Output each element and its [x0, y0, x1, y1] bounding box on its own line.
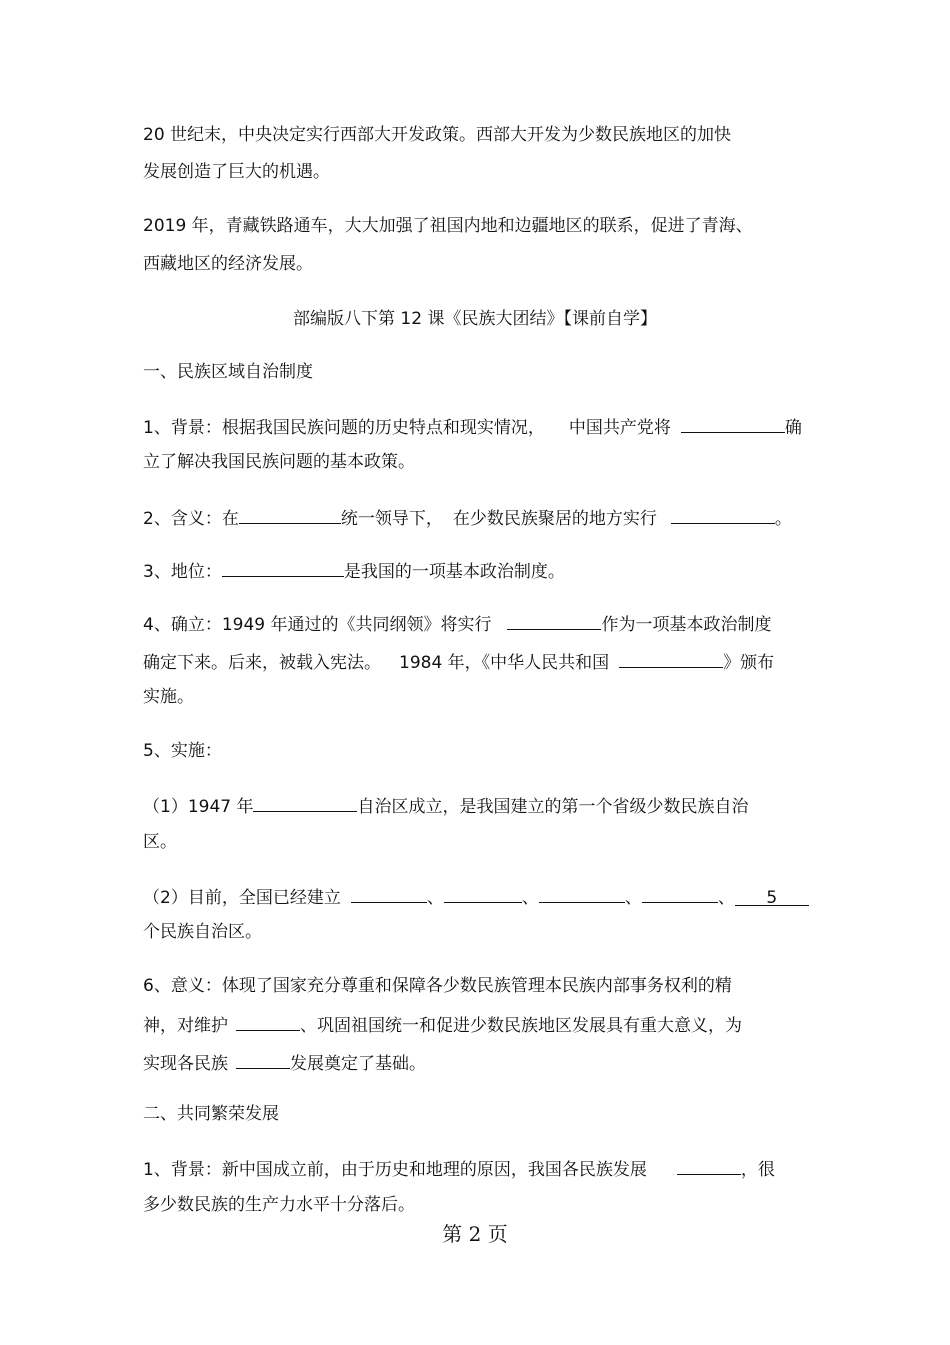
question-line — [143, 505, 792, 530]
answer-blank[interactable] — [253, 793, 357, 812]
question-text: 》颁布 — [723, 653, 775, 673]
answer-blank[interactable] — [507, 611, 601, 630]
page-number: 第 2 页 — [442, 1222, 508, 1246]
question-line — [143, 1012, 742, 1037]
answer-blank[interactable] — [239, 505, 341, 524]
question-line — [143, 558, 565, 583]
lesson-title: 部编版八下第 12 课《民族大团结》【课前自学】 — [293, 309, 657, 329]
question-line: 个民族自治区。 — [143, 922, 262, 942]
question-line — [143, 1156, 775, 1181]
question-text: 实现各民族 — [143, 1054, 228, 1074]
section-heading: 一、民族区域自治制度 — [143, 362, 313, 382]
question-line — [143, 793, 748, 818]
question-text: 。 — [774, 509, 792, 529]
question-line — [143, 414, 802, 439]
answer-blank[interactable] — [677, 1156, 741, 1175]
question-line — [143, 611, 771, 636]
answer-blank[interactable] — [671, 505, 775, 524]
question-line: 6、意义：体现了国家充分尊重和保障各少数民族管理本民族内部事务权利的精 — [143, 976, 732, 996]
paragraph-line: 2019 年，青藏铁路通车，大大加强了祖国内地和边疆地区的联系，促进了青海、 — [143, 216, 753, 236]
question-text: （2）目前，全国已经建立 — [143, 888, 341, 908]
question-text: ，很 — [740, 1160, 775, 1180]
answer-blank[interactable] — [642, 884, 718, 903]
question-line: 多少数民族的生产力水平十分落后。 — [143, 1195, 415, 1215]
question-line — [143, 1050, 426, 1075]
question-text: 、巩固祖国统一和促进少数民族地区发展具有重大意义，为 — [300, 1016, 742, 1036]
paragraph-line: 20 世纪末，中央决定实行西部大开发政策。西部大开发为少数民族地区的加快 — [143, 125, 732, 145]
question-text: 4、确立：1949 年通过的《共同纲领》将实行 — [143, 615, 492, 635]
question-text: 确 — [784, 418, 802, 438]
question-text: 在少数民族聚居的地方实行 — [452, 509, 657, 529]
question-text: 是我国的一项基本政治制度。 — [343, 562, 565, 582]
question-text: 1、背景：新中国成立前，由于历史和地理的原因，我国各民族发展 — [143, 1160, 647, 1180]
answer-blank[interactable] — [351, 884, 427, 903]
question-text: 统一领导下， — [340, 509, 443, 529]
question-text: 作为一项基本政治制度 — [601, 615, 772, 635]
paragraph-line: 发展创造了巨大的机遇。 — [143, 162, 330, 182]
question-text: 确定下来。后来，被载入宪法。 — [143, 653, 381, 673]
question-line: 5、实施： — [143, 741, 222, 761]
section-heading: 二、共同繁荣发展 — [143, 1104, 279, 1124]
paragraph-line: 西藏地区的经济发展。 — [143, 254, 313, 274]
answer-blank[interactable] — [444, 884, 522, 903]
question-text: 自治区成立，是我国建立的第一个省级少数民族自治 — [357, 797, 749, 817]
separator: 、 — [426, 888, 444, 908]
question-text: （1）1947 年 — [143, 797, 254, 817]
question-text: 发展奠定了基础。 — [290, 1054, 426, 1074]
question-text: 1、背景：根据我国民族问题的历史特点和现实情况， — [143, 418, 545, 438]
separator: 、 — [717, 888, 735, 908]
question-text: 3、地位： — [143, 562, 222, 582]
question-text: 神，对维护 — [143, 1016, 228, 1036]
question-line — [143, 649, 774, 674]
answer-blank[interactable] — [681, 414, 785, 433]
answer-blank[interactable] — [222, 558, 344, 577]
answer-blank[interactable] — [539, 884, 625, 903]
question-line — [143, 884, 809, 909]
separator: 、 — [521, 888, 539, 908]
answer-blank[interactable] — [619, 649, 723, 668]
question-text: 中国共产党将 — [568, 418, 671, 438]
question-line: 实施。 — [143, 687, 194, 707]
question-text: 1984 年，《中华人民共和国 — [399, 653, 610, 673]
separator: 、 — [624, 888, 642, 908]
filled-answer-blank[interactable]: 5 — [735, 887, 809, 906]
answer-blank[interactable] — [236, 1012, 300, 1031]
answer-blank[interactable] — [236, 1050, 290, 1069]
question-text: 2、含义：在 — [143, 509, 239, 529]
question-line: 区。 — [143, 832, 177, 852]
question-line: 立了解决我国民族问题的基本政策。 — [143, 452, 415, 472]
